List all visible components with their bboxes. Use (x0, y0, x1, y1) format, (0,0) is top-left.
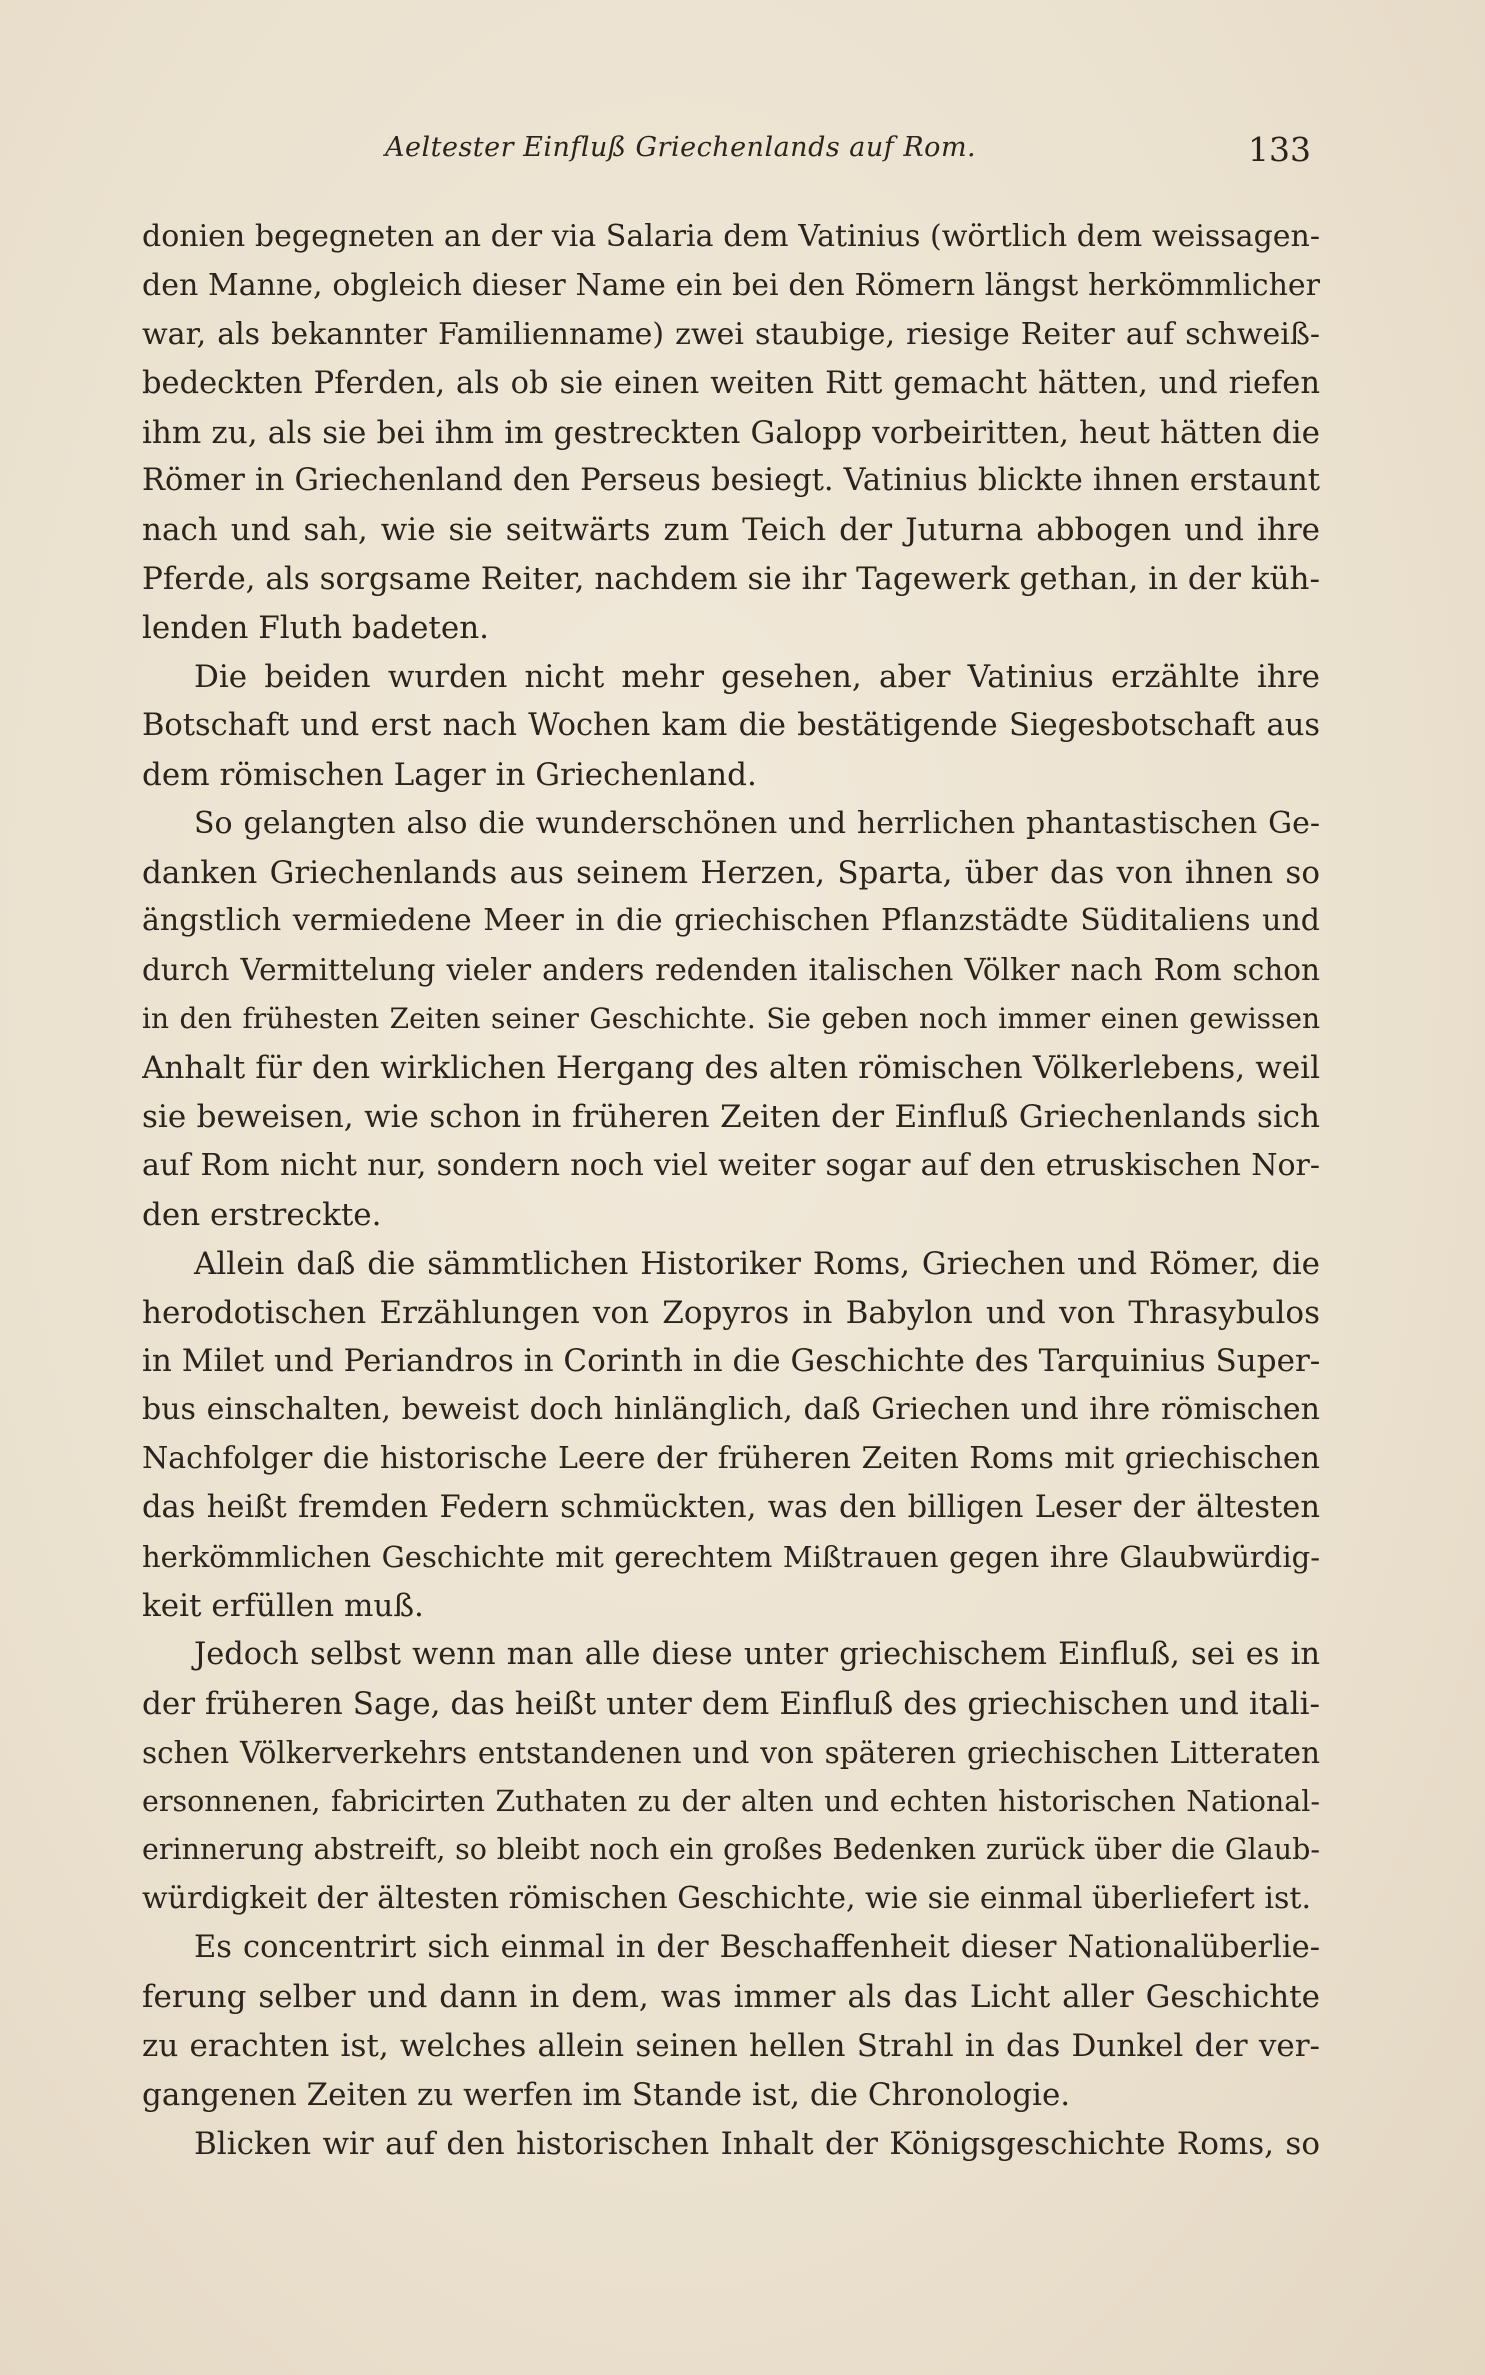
text-line: würdigkeit der ältesten römischen Geschichte, wie sie einmal überliefert ist. (142, 1881, 1311, 1917)
text-line: durch Vermittelung vieler anders redenden italischen Völker nach Rom schon (142, 953, 1320, 988)
running-title: Aeltester Einfluß Griechenlands auf Rom. (385, 132, 977, 163)
text-line: den Manne, obgleich dieser Name ein bei den Römern längst herkömmlicher (142, 267, 1320, 303)
text-line: So gelangten also die wunderschönen und herrlichen phantastischen Ge- (194, 805, 1320, 841)
text-line: ersonnenen, fabricirten Zuthaten zu der alten und echten historischen National- (142, 1784, 1320, 1818)
text-line: bus einschalten, beweist doch hinlänglich, daß Griechen und ihre römischen (142, 1392, 1320, 1428)
text-line: war, als bekannter Familienname) zwei staubige, riesige Reiter auf schweiß- (142, 316, 1320, 352)
text-line: gangenen Zeiten zu werfen im Stande ist, die Chronologie. (142, 2076, 1071, 2113)
text-line: in den frühesten Zeiten seiner Geschichte. Sie geben noch immer einen gewissen (142, 1002, 1320, 1036)
text-line: erinnerung abstreift, so bleibt noch ein großes Bedenken zurück über die Glaub- (142, 1833, 1320, 1867)
text-line: schen Völkerverkehrs entstandenen und von späteren griechischen Litteraten (142, 1735, 1320, 1770)
text-line: nach und sah, wie sie seitwärts zum Teich der Juturna abbogen und ihre (142, 512, 1320, 549)
text-line: herodotischen Erzählungen von Zopyros in Babylon und von Thrasybulos (142, 1294, 1320, 1331)
text-line: donien begegneten an der via Salaria dem Vatinius (wörtlich dem weissagen- (142, 219, 1320, 254)
body-text (142, 213, 1320, 2169)
text-line: Römer in Griechenland den Perseus besiegt. Vatinius blickte ihnen erstaunt (142, 463, 1320, 499)
text-line: Jedoch selbst wenn man alle diese unter griechischem Einfluß, sei es in (194, 1636, 1320, 1672)
text-line: ängstlich vermiedene Meer in die griechischen Pflanzstädte Süditaliens und (142, 903, 1320, 939)
text-line: ferung selber und dann in dem, was immer als das Licht aller Geschichte (142, 1979, 1320, 2016)
text-line: auf Rom nicht nur, sondern noch viel weiter sogar auf den etruskischen Nor- (142, 1147, 1320, 1183)
text-line: ihm zu, als sie bei ihm im gestreckten Galopp vorbeiritten, heut hätten die (142, 414, 1320, 451)
text-line: Die beiden wurden nicht mehr gesehen, aber Vatinius erzählte ihre (194, 659, 1320, 696)
text-line: keit erfüllen muß. (142, 1587, 424, 1624)
text-line: Nachfolger die historische Leere der früheren Zeiten Roms mit griechischen (142, 1441, 1320, 1477)
text-line: Pferde, als sorgsame Reiter, nachdem sie ihr Tagewerk gethan, in der küh- (142, 561, 1320, 598)
text-line: Anhalt für den wirklichen Hergang des alten römischen Völkerlebens, weil (142, 1050, 1320, 1087)
text-line: der früheren Sage, das heißt unter dem Einfluß des griechischen und itali- (142, 1685, 1320, 1722)
text-line: in Milet und Periandros in Corinth in die Geschichte des Tarquinius Super- (142, 1343, 1320, 1380)
text-line: bedeckten Pferden, als ob sie einen weiten Ritt gemacht hätten, und riefen (142, 365, 1320, 401)
text-line: Blicken wir auf den historischen Inhalt der Königsgeschichte Roms, so (194, 2125, 1320, 2162)
text-line: das heißt fremden Federn schmückten, was den billigen Leser der ältesten (142, 1490, 1320, 1526)
text-line: lenden Fluth badeten. (142, 610, 490, 647)
text-line: Allein daß die sämmtlichen Historiker Roms, Griechen und Römer, die (194, 1245, 1320, 1282)
text-line: danken Griechenlands aus seinem Herzen, Sparta, über das von ihnen so (142, 854, 1320, 891)
text-line: herkömmlichen Geschichte mit gerechtem Mißtrauen gegen ihre Glaubwürdig- (142, 1540, 1320, 1575)
text-line: dem römischen Lager in Griechenland. (142, 756, 757, 793)
text-line: zu erachten ist, welches allein seinen hellen Strahl in das Dunkel der ver- (142, 2027, 1320, 2064)
text-line: Botschaft und erst nach Wochen kam die bestätigende Siegesbotschaft aus (142, 707, 1320, 743)
page-number: 133 (1248, 130, 1311, 169)
text-line: sie beweisen, wie schon in früheren Zeiten der Einfluß Griechenlands sich (142, 1099, 1320, 1136)
text-line: den erstreckte. (142, 1196, 382, 1233)
text-line: Es concentrirt sich einmal in der Beschaffenheit dieser Nationalüberlie- (194, 1930, 1320, 1966)
